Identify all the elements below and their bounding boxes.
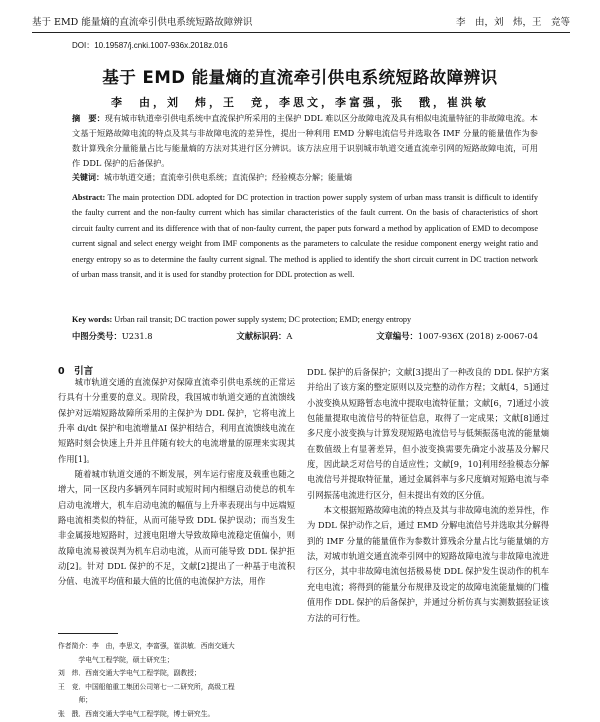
running-header: [32, 14, 570, 33]
abstract-cn-label: 摘 要：: [72, 113, 105, 123]
keywords-en: [72, 315, 538, 324]
doc-value: A: [286, 331, 293, 341]
abstract-cn-text: 现有城市轨道牵引供电系统中直流保护所采用的主保护 DDL 难以区分故障电流及具有相似电流量特征的非故障电流。本文基于短路故障电流的特点及其与非故障电流的差异性，提出一种利用 EMD 分解电流信号并选取各 IMF 分量的能量值作为参数计算残余分量能量占比与能量熵的方法对其进行区分辨识。该方法应用于识别城市轨道交通直流牵引网的短路故障电流，可用作 DDL 保护的后备保护。: [72, 113, 538, 168]
doc-label: 文献标识码：: [236, 331, 287, 341]
document-code: [237, 330, 293, 342]
footnote-line: 王 竞．中国船舶重工集团公司第七一二研究所，高级工程: [58, 682, 235, 691]
paragraph: 城市轨道交通的直流保护对保障直流牵引供电系统的正常运行具有十分重要的意义。现阶段，我国城市轨道交通的直流馈线保护对远端短路故障所采用的主保护为 DDL 保护，它将电流上升率 di/dt 保护和电流增量ΔI 保护相结合，利用直流馈线电流在短路时刻会快速上升并且伴随有较大的电流增量的原理来实现其作用[1]。: [58, 377, 295, 464]
keywords-en-text: Urban rail transit; DC traction power supply system; DC protection; EMD; energy entropy: [114, 315, 412, 324]
abstract-en-text: The main protection DDL adopted for DC protection in traction power supply system of urban mass transit is difficult to identify the faulty current and the non-faulty current which has similar characteristics of the fault current. On the basis of characteristics of short circuit faulty current and its difference with that of non-faulty current, the paper puts forward a method by application of EMD to decompose current signal and select energy weight from IMF components as the parameters to calculate the residue component energy weight ratio and energy entropy so as to determine the faulty current signal. The method is applied to identify the short circuit current in DC traction network of urban mass transit, and it is used for standby protection for DDL protection as well.: [72, 193, 538, 280]
classification-line: [72, 330, 538, 342]
clc-number: [72, 330, 153, 342]
abstract-cn: [72, 111, 538, 171]
keywords-en-label: Key words:: [72, 315, 113, 324]
doi: DOI：10.19587/j.cnki.1007-936x.2018z.016: [72, 41, 228, 50]
article-number: [376, 330, 538, 342]
footnote-divider: [58, 633, 118, 634]
article-value: 1007-936X (2018) z-0067-04: [417, 331, 538, 341]
article-label: 文章编号：: [376, 331, 418, 341]
abstract-en: [72, 190, 538, 282]
keywords-cn-label: 关键词：: [72, 173, 104, 182]
right-column: [307, 365, 549, 626]
left-column: [58, 375, 295, 590]
paper-authors: 李 由，刘 炜，王 竞，李思文，李富强，张 戬，崔洪敏: [111, 96, 489, 109]
paragraph: DDL 保护的后备保护；文献[3]提出了一种改良的 DDL 保护方案并给出了该方案的整定原则以及完整的动作方程；文献[4，5]通过小波变换从短路暂态电流中提取电流特征量；文献[6，7]通过小波包能量提取电流信号的特征信息，取得了一定成果；文献[8]通过多尺度小波变换与计算发现短路电流信号与低频振荡电流的能量熵在数值级上有显著差异，但小波变换需要先确定小波基及分解尺度，因此缺乏对信号的自适应性；文献[9，10]利用经验模态分解电流信号并提取特征量，通过金属斜率与多尺度熵对短路电流与牵引网振荡电流进行区分，但未提出有效的区分值。: [307, 367, 549, 500]
footnote-line: 师；: [58, 696, 92, 705]
section-heading-introduction: 0 引言: [58, 366, 94, 377]
clc-value: U231.8: [121, 331, 153, 341]
abstract-en-label: Abstract:: [72, 193, 106, 202]
footnote-line: 学电气工程学院，硕士研究生；: [58, 655, 174, 664]
running-header-title: 基于 EMD 能量熵的直流牵引供电系统短路故障辨识: [32, 17, 253, 28]
keywords-cn-text: 城市轨道交通；直流牵引供电系统；直流保护；经验模态分解；能量熵: [104, 173, 352, 182]
footnote-line: 作者简介：李 由，李思文，李富强，崔洪敏．西南交通大: [58, 642, 235, 650]
paper-title: 基于 EMD 能量熵的直流牵引供电系统短路故障辨识: [102, 68, 498, 87]
running-header-authors: 李 由，刘 炜，王 竞等: [455, 17, 570, 28]
footnote-line: 刘 炜．西南交通大学电气工程学院，副教授；: [58, 669, 201, 678]
keywords-cn: [72, 172, 538, 183]
paragraph: 本文根据短路故障电流的特点及其与非故障电流的差异性，作为 DDL 保护动作之后，通过 EMD 分解电流信号并选取其分解得到的 IMF 分量的能量值作为参数计算残余分量占比与能量熵的方法，对城市轨道交通直流牵引网中的短路故障电流与非故障电流进行区分，其中非故障电流包括极易使 DDL 保护发生误动作的机车充电电流；将得到的能量分布规律及设定的故障电流能量熵的门槛值用作 DDL 保护的后备保护，并通过分析仿真与实测数据验证该方法的可行性。: [307, 505, 549, 623]
paragraph: 随着城市轨道交通的不断发展，列车运行密度及载重也随之增大，同一区段内多辆列车同时或短时间内相继启动使总的机车启动电流增大，机车启动电流的幅值与上升率表现出与中远端短路电流相类似的特征，从而可能导致 DDL 保护误动；而当发生非金属接地短路时，过渡电阻增大导致故障电流稳定值偏小，则故障电流易被误判为机车启动电流，从而可能导致 DDL 保护拒动[2]。针对 DDL 保护的不足，文献[2]提出了一种基于电流积分值、电流平均值和最大值的比值的电流保护方法，用作: [58, 469, 295, 587]
clc-label: 中图分类号：: [72, 331, 122, 341]
footnote-line: 张 戬．西南交通大学电气工程学院，博士研究生。: [58, 709, 215, 718]
author-footnotes: [58, 640, 303, 722]
